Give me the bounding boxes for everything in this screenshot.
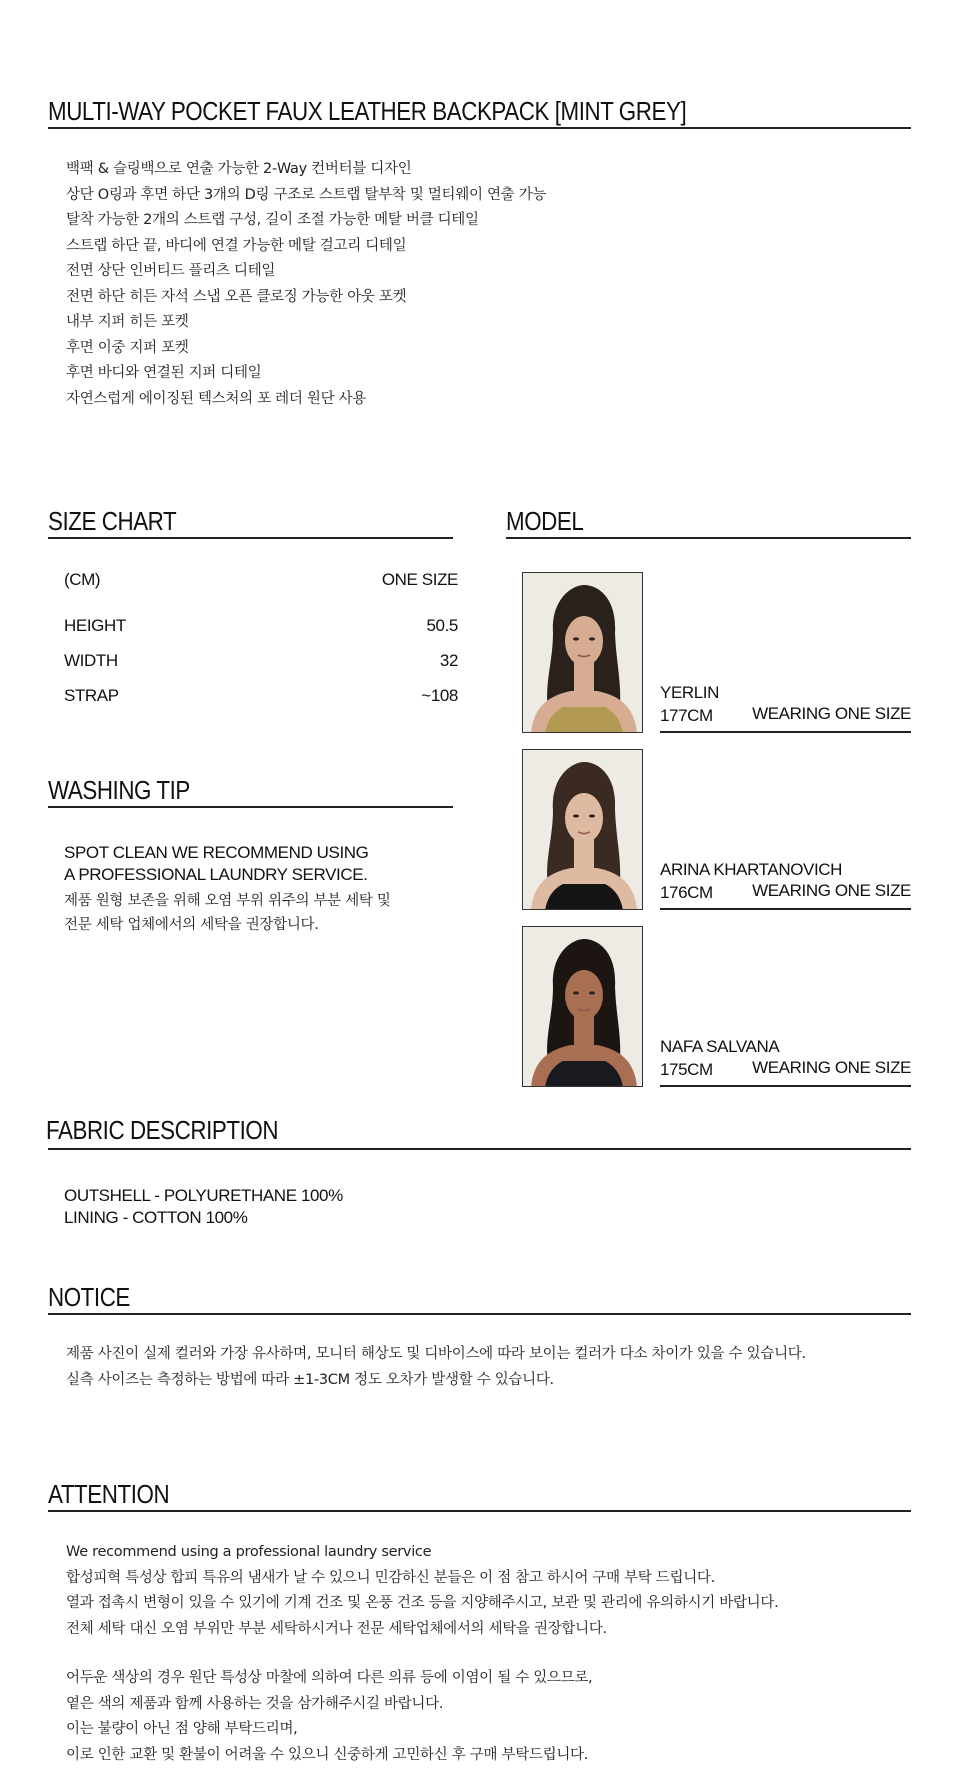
product-title: MULTI-WAY POCKET FAUX LEATHER BACKPACK [MINT GREY] [48, 96, 687, 126]
model-rule-line [660, 731, 911, 733]
attention-rule [48, 1510, 911, 1512]
model-name: YERLIN [660, 683, 720, 702]
washing-tip-title: WASHING TIP [48, 775, 190, 805]
washing-tip-line: 제품 원형 보존을 위해 오염 부위 위주의 부분 세탁 및 [64, 893, 391, 909]
portrait-eye [573, 814, 579, 817]
model-portrait [523, 573, 643, 733]
size-row-name: HEIGHT [64, 616, 126, 635]
model-portrait [523, 927, 643, 1087]
model-rule-line [660, 908, 911, 910]
feature-item: 전면 하단 히든 자석 스냅 오픈 클로징 가능한 아웃 포켓 [66, 288, 407, 305]
portrait-eye [589, 637, 595, 640]
model-height: 175CM [660, 1060, 713, 1079]
model-title: MODEL [506, 506, 584, 536]
size-row-strap [64, 686, 458, 706]
portrait-eye [573, 991, 579, 994]
portrait-neck [574, 661, 594, 695]
fabric-rule [48, 1148, 911, 1150]
model-rule [506, 537, 911, 539]
washing-tip-line: 전문 세탁 업체에서의 세탁을 권장합니다. [64, 917, 319, 933]
fabric-line: OUTSHELL - POLYURETHANE 100% [64, 1186, 343, 1205]
attention-item: 이로 인한 교환 및 환불이 어려울 수 있으니 신중하게 고민하신 후 구매 부탁드립니다. [66, 1746, 589, 1763]
fabric-title: FABRIC DESCRIPTION [46, 1115, 279, 1145]
feature-item: 전면 상단 인버티드 플리츠 디테일 [66, 263, 276, 279]
portrait-neck [574, 1015, 594, 1049]
product-title-rule [48, 127, 911, 129]
attention-item: 합성피혁 특성상 합피 특유의 냄새가 날 수 있으니 민감하신 분들은 이 점 참고 하시어 구매 부탁 드립니다. [66, 1569, 715, 1586]
model-photo [522, 572, 643, 733]
attention-item: 어두운 색상의 경우 원단 특성상 마찰에 의하여 다른 의류 등에 이염이 될 수 있으므로, [66, 1670, 593, 1686]
attention-item: 전체 세탁 대신 오염 부위만 부분 세탁하시거나 전문 세탁업체에서의 세탁을 권장합니다. [66, 1620, 607, 1637]
feature-item: 후면 바디와 연결된 지퍼 디테일 [66, 365, 262, 381]
notice-rule [48, 1313, 911, 1315]
portrait-face [565, 616, 603, 666]
size-chart-header [64, 570, 458, 590]
model-name: ARINA KHARTANOVICH [660, 860, 843, 879]
washing-tip-line: A PROFESSIONAL LAUNDRY SERVICE. [64, 865, 368, 884]
size-row-name: WIDTH [64, 651, 118, 670]
attention-title: ATTENTION [48, 1479, 170, 1509]
size-chart-title: SIZE CHART [48, 506, 177, 536]
size-label: ONE SIZE [381, 570, 458, 589]
size-chart-rule [48, 537, 453, 539]
portrait-eye [589, 814, 595, 817]
size-row-value: ~108 [421, 686, 458, 705]
attention-item: 열과 접촉시 변형이 있을 수 있기에 기계 건조 및 온풍 건조 등을 지양해주시고, 보관 및 관리에 유의하시기 바랍니다. [66, 1595, 779, 1611]
fabric-line: LINING - COTTON 100% [64, 1208, 248, 1227]
size-row-width [64, 651, 458, 671]
model-wearing: WEARING ONE SIZE [752, 881, 911, 900]
notice-line: 제품 사진이 실제 컬러와 가장 유사하며, 모니터 해상도 및 디바이스에 따라 보이는 컬러가 다소 차이가 있을 수 있습니다. [66, 1346, 806, 1362]
model-portrait [523, 750, 643, 910]
model-height: 176CM [660, 883, 713, 902]
feature-item: 후면 이중 지퍼 포켓 [66, 339, 189, 356]
portrait-eye [573, 637, 579, 640]
size-unit-label: (CM) [64, 570, 101, 589]
feature-item: 백팩 & 슬링백으로 연출 가능한 2-Way 컨버터블 디자인 [66, 161, 412, 177]
size-row-value: 50.5 [426, 616, 458, 635]
washing-tip-line: SPOT CLEAN WE RECOMMEND USING [64, 843, 369, 862]
attention-list [66, 1540, 778, 1642]
feature-list [66, 157, 546, 412]
model-photo [522, 926, 643, 1087]
feature-item: 상단 O링과 후면 하단 3개의 D링 구조로 스트랩 탈부착 및 멀티웨이 연출 가능 [66, 186, 547, 203]
attention-item: 이는 불량이 아닌 점 양해 부탁드리며, [66, 1721, 298, 1737]
feature-item: 스트랩 하단 끝, 바디에 연결 가능한 메탈 걸고리 디테일 [66, 237, 407, 254]
model-wearing: WEARING ONE SIZE [752, 1058, 911, 1077]
portrait-eye [589, 991, 595, 994]
size-row-name: STRAP [64, 686, 119, 705]
model-rule-line [660, 1085, 911, 1087]
feature-item: 자연스럽게 에이징된 텍스처의 포 레더 원단 사용 [66, 390, 366, 407]
washing-tip-rule [48, 806, 453, 808]
size-row-value: 32 [439, 651, 458, 670]
model-photo [522, 749, 643, 910]
model-wearing: WEARING ONE SIZE [752, 704, 911, 723]
notice-title: NOTICE [48, 1282, 130, 1312]
attention-item: 옅은 색의 제품과 함께 사용하는 것을 삼가해주시길 바랍니다. [66, 1695, 444, 1712]
portrait-neck [574, 838, 594, 872]
feature-item: 탈착 가능한 2개의 스트랩 구성, 길이 조절 가능한 메탈 버클 디테일 [66, 212, 479, 228]
attention-list-2 [66, 1666, 592, 1768]
size-row-height [64, 616, 458, 636]
model-height: 177CM [660, 706, 713, 725]
portrait-face [565, 970, 603, 1020]
model-name: NAFA SALVANA [660, 1037, 780, 1056]
feature-item: 내부 지퍼 히든 포켓 [66, 314, 189, 330]
notice-line: 실측 사이즈는 측정하는 방법에 따라 ±1-3CM 정도 오차가 발생할 수 있습니다. [66, 1372, 554, 1388]
attention-item: We recommend using a professional laundry service [66, 1544, 432, 1560]
portrait-face [565, 793, 603, 843]
